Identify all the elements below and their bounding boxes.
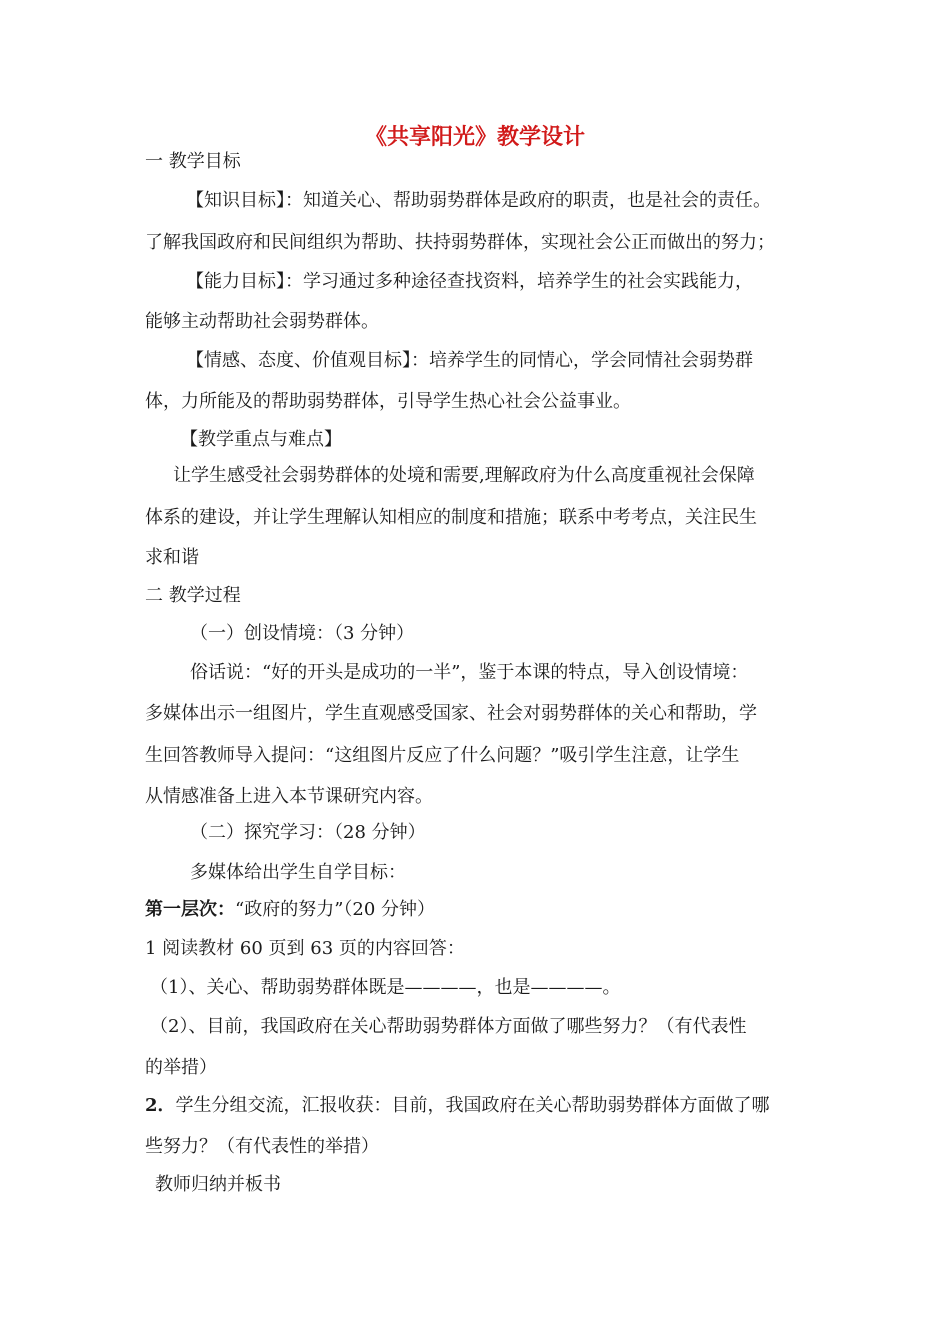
reading-task: 1 阅读教材 60 页到 63 页的内容回答： bbox=[145, 938, 465, 959]
level-one-label: 第一层次： bbox=[145, 899, 235, 920]
item-number-2: 2． bbox=[145, 1095, 176, 1116]
knowledge-goal-line-2: 了解我国政府和民间组织为帮助、扶持弱势群体，实现社会公正而做出的努力； bbox=[145, 232, 775, 253]
step-one-line-3: 生回答教师导入提问：“这组图片反应了什么问题？”吸引学生注意，让学生 bbox=[145, 745, 740, 766]
ability-goal-line-1: 【能力目标】：学习通过多种途径查找资料，培养学生的社会实践能力， bbox=[186, 271, 753, 292]
step-one-line-1: 俗话说：“好的开头是成功的一半”，鉴于本课的特点，导入创设情境： bbox=[190, 662, 749, 683]
emotion-goal-line-2: 体，力所能及的帮助弱势群体，引导学生热心社会公益事业。 bbox=[145, 391, 631, 412]
ability-goal-line-2: 能够主动帮助社会弱势群体。 bbox=[145, 311, 379, 332]
level-one-heading bbox=[145, 898, 435, 922]
step-two-line-1: 多媒体给出学生自学目标： bbox=[190, 862, 406, 883]
group-exchange-line-2: 些努力？（有代表性的举措） bbox=[145, 1136, 379, 1157]
teacher-summary: 教师归纳并板书 bbox=[155, 1174, 281, 1195]
step-two-heading: （二）探究学习：（28 分钟） bbox=[190, 822, 426, 843]
step-one-heading: （一）创设情境：（3 分钟） bbox=[190, 623, 415, 644]
question-two-line-2: 的举措） bbox=[145, 1057, 217, 1078]
section-heading-teaching-process: 二 教学过程 bbox=[145, 585, 241, 606]
key-points-line-2: 体系的建设，并让学生理解认知相应的制度和措施；联系中考考点，关注民生 bbox=[145, 507, 757, 528]
emotion-goal-line-1: 【情感、态度、价值观目标】：培养学生的同情心，学会同情社会弱势群 bbox=[186, 350, 753, 371]
question-two-line-1: （2）、目前，我国政府在关心帮助弱势群体方面做了哪些努力？（有代表性 bbox=[150, 1016, 747, 1037]
level-one-topic: “政府的努力”（20 分钟） bbox=[235, 899, 436, 920]
document-title: 《共享阳光》教学设计 bbox=[364, 124, 585, 150]
key-points-line-3: 求和谐 bbox=[145, 547, 199, 568]
key-points-line-1: 让学生感受社会弱势群体的处境和需要,理解政府为什么高度重视社会保障 bbox=[173, 465, 755, 486]
section-heading-teaching-goals: 一 教学目标 bbox=[145, 151, 241, 172]
step-one-line-4: 从情感准备上进入本节课研究内容。 bbox=[145, 786, 433, 807]
knowledge-goal-line-1: 【知识目标】：知道关心、帮助弱势群体是政府的职责，也是社会的责任。 bbox=[186, 190, 771, 211]
step-one-line-2: 多媒体出示一组图片，学生直观感受国家、社会对弱势群体的关心和帮助，学 bbox=[145, 703, 757, 724]
group-exchange-line-1 bbox=[145, 1094, 770, 1118]
group-exchange-text: 学生分组交流，汇报收获：目前，我国政府在关心帮助弱势群体方面做了哪 bbox=[175, 1095, 770, 1116]
key-points-heading: 【教学重点与难点】 bbox=[180, 429, 342, 450]
question-one: （1）、关心、帮助弱势群体既是————，也是————。 bbox=[150, 977, 621, 998]
